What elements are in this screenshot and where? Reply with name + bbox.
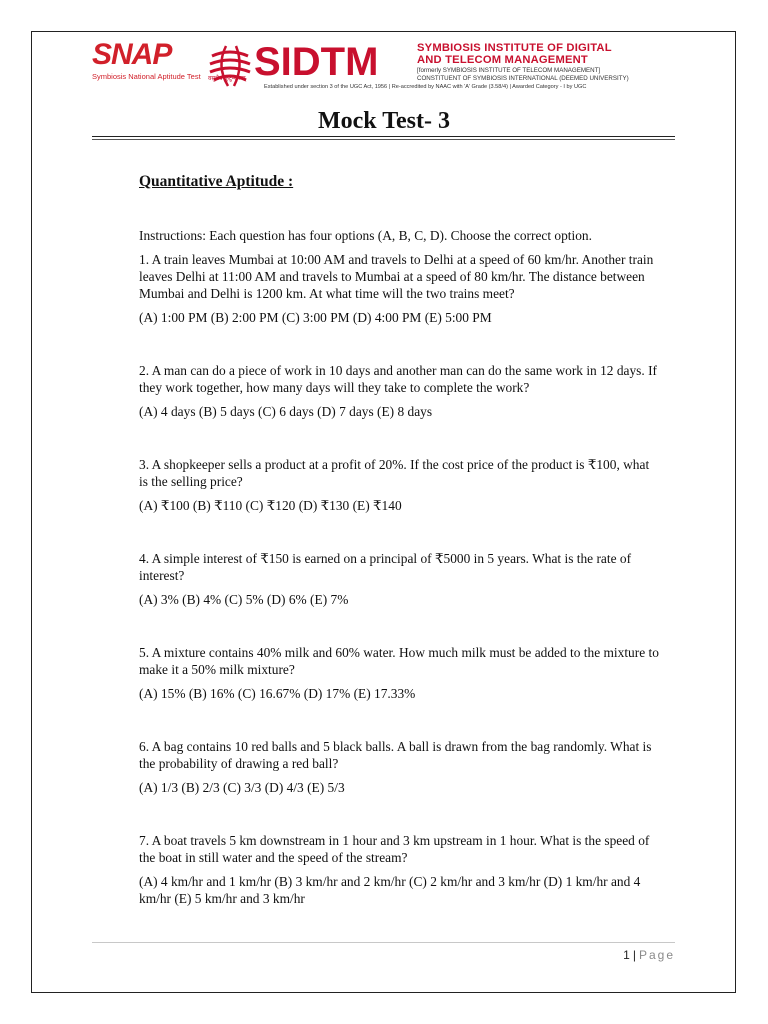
page-number: 1 bbox=[623, 948, 630, 962]
question-text: 2. A man can do a piece of work in 10 days and another man can do the same work in 12 days. If they work together, how many days will they take to complete the work? bbox=[139, 363, 657, 395]
question-options: (A) ₹100 (B) ₹110 (C) ₹120 (D) ₹130 (E) ₹140 bbox=[139, 498, 402, 513]
question-text: 5. A mixture contains 40% milk and 60% water. How much milk must be added to the mixture to make it a 50% milk mixture? bbox=[139, 645, 659, 677]
question-text: 3. A shopkeeper sells a product at a profit of 20%. If the cost price of the product is ₹100, what is the selling price? bbox=[139, 457, 650, 489]
question-block bbox=[139, 251, 659, 326]
snap-subtitle: Symbiosis National Aptitude Test bbox=[92, 72, 201, 81]
question-text: 1. A train leaves Mumbai at 10:00 AM and travels to Delhi at a speed of 60 km/hr. Another train leaves Delhi at 11:00 AM and travels to Mumbai at a speed of 80 km/hr. The distance between Mumbai and Delhi is 1200 km. At what time will the two trains meet? bbox=[139, 252, 654, 301]
test-content bbox=[139, 170, 659, 907]
question-block bbox=[139, 832, 659, 907]
title-divider-thin bbox=[92, 139, 675, 140]
title-divider bbox=[92, 136, 675, 137]
sidtm-full-name-line2: AND TELECOM MANAGEMENT bbox=[417, 54, 588, 66]
snap-logo-text: SNAP bbox=[92, 38, 172, 71]
question-block bbox=[139, 456, 659, 514]
instructions: Instructions: Each question has four options (A, B, C, D). Choose the correct option. bbox=[139, 228, 592, 243]
globe-icon bbox=[206, 42, 254, 90]
sidtm-established-line: Established under section 3 of the UGC Act, 1956 | Re-accredited by NAAC with 'A' Grade (3.58/4) | Awarded Category - I by UGC bbox=[264, 84, 587, 90]
sidtm-motto: वसुधैव कुटुम्बकम् bbox=[208, 75, 246, 82]
question-block bbox=[139, 362, 659, 420]
question-options: (A) 15% (B) 16% (C) 16.67% (D) 17% (E) 17.33% bbox=[139, 686, 416, 701]
sidtm-formerly: [formerly SYMBIOSIS INSTITUTE OF TELECOM MANAGEMENT] bbox=[417, 67, 601, 74]
page-label: Page bbox=[638, 948, 675, 962]
question-text: 4. A simple interest of ₹150 is earned on a principal of ₹5000 in 5 years. What is the rate of interest? bbox=[139, 551, 632, 583]
question-options: (A) 4 km/hr and 1 km/hr (B) 3 km/hr and 2 km/hr (C) 2 km/hr and 3 km/hr (D) 1 km/hr and 4 km/hr (E) 5 km/hr and 3 km/hr bbox=[139, 874, 641, 906]
sidtm-logo bbox=[200, 40, 675, 100]
sidtm-full-name bbox=[417, 42, 677, 66]
question-options: (A) 4 days (B) 5 days (C) 6 days (D) 7 days (E) 8 days bbox=[139, 404, 433, 419]
sidtm-logo-text: SIDTM bbox=[254, 40, 379, 84]
question-block bbox=[139, 550, 659, 608]
footer-divider bbox=[92, 942, 675, 943]
sidtm-constituent: CONSTITUENT OF SYMBIOSIS INTERNATIONAL (DEEMED UNIVERSITY) bbox=[417, 75, 629, 82]
question-options: (A) 1/3 (B) 2/3 (C) 3/3 (D) 4/3 (E) 5/3 bbox=[139, 780, 345, 795]
snap-logo bbox=[92, 38, 201, 81]
section-heading: Quantitative Aptitude : bbox=[139, 173, 294, 190]
question-options: (A) 3% (B) 4% (C) 5% (D) 6% (E) 7% bbox=[139, 592, 349, 607]
page-footer bbox=[623, 948, 675, 962]
question-text: 6. A bag contains 10 red balls and 5 black balls. A ball is drawn from the bag randomly. What is the probability of drawing a red ball? bbox=[139, 739, 652, 771]
question-block bbox=[139, 738, 659, 796]
question-text: 7. A boat travels 5 km downstream in 1 hour and 3 km upstream in 1 hour. What is the speed of the boat in still water and the speed of the stream? bbox=[139, 833, 650, 865]
question-block bbox=[139, 644, 659, 702]
page-title: Mock Test- 3 bbox=[318, 108, 450, 134]
question-options: (A) 1:00 PM (B) 2:00 PM (C) 3:00 PM (D) 4:00 PM (E) 5:00 PM bbox=[139, 310, 492, 325]
footer-separator: | bbox=[632, 948, 636, 962]
sidtm-full-name-line1: SYMBIOSIS INSTITUTE OF DIGITAL bbox=[417, 42, 612, 54]
